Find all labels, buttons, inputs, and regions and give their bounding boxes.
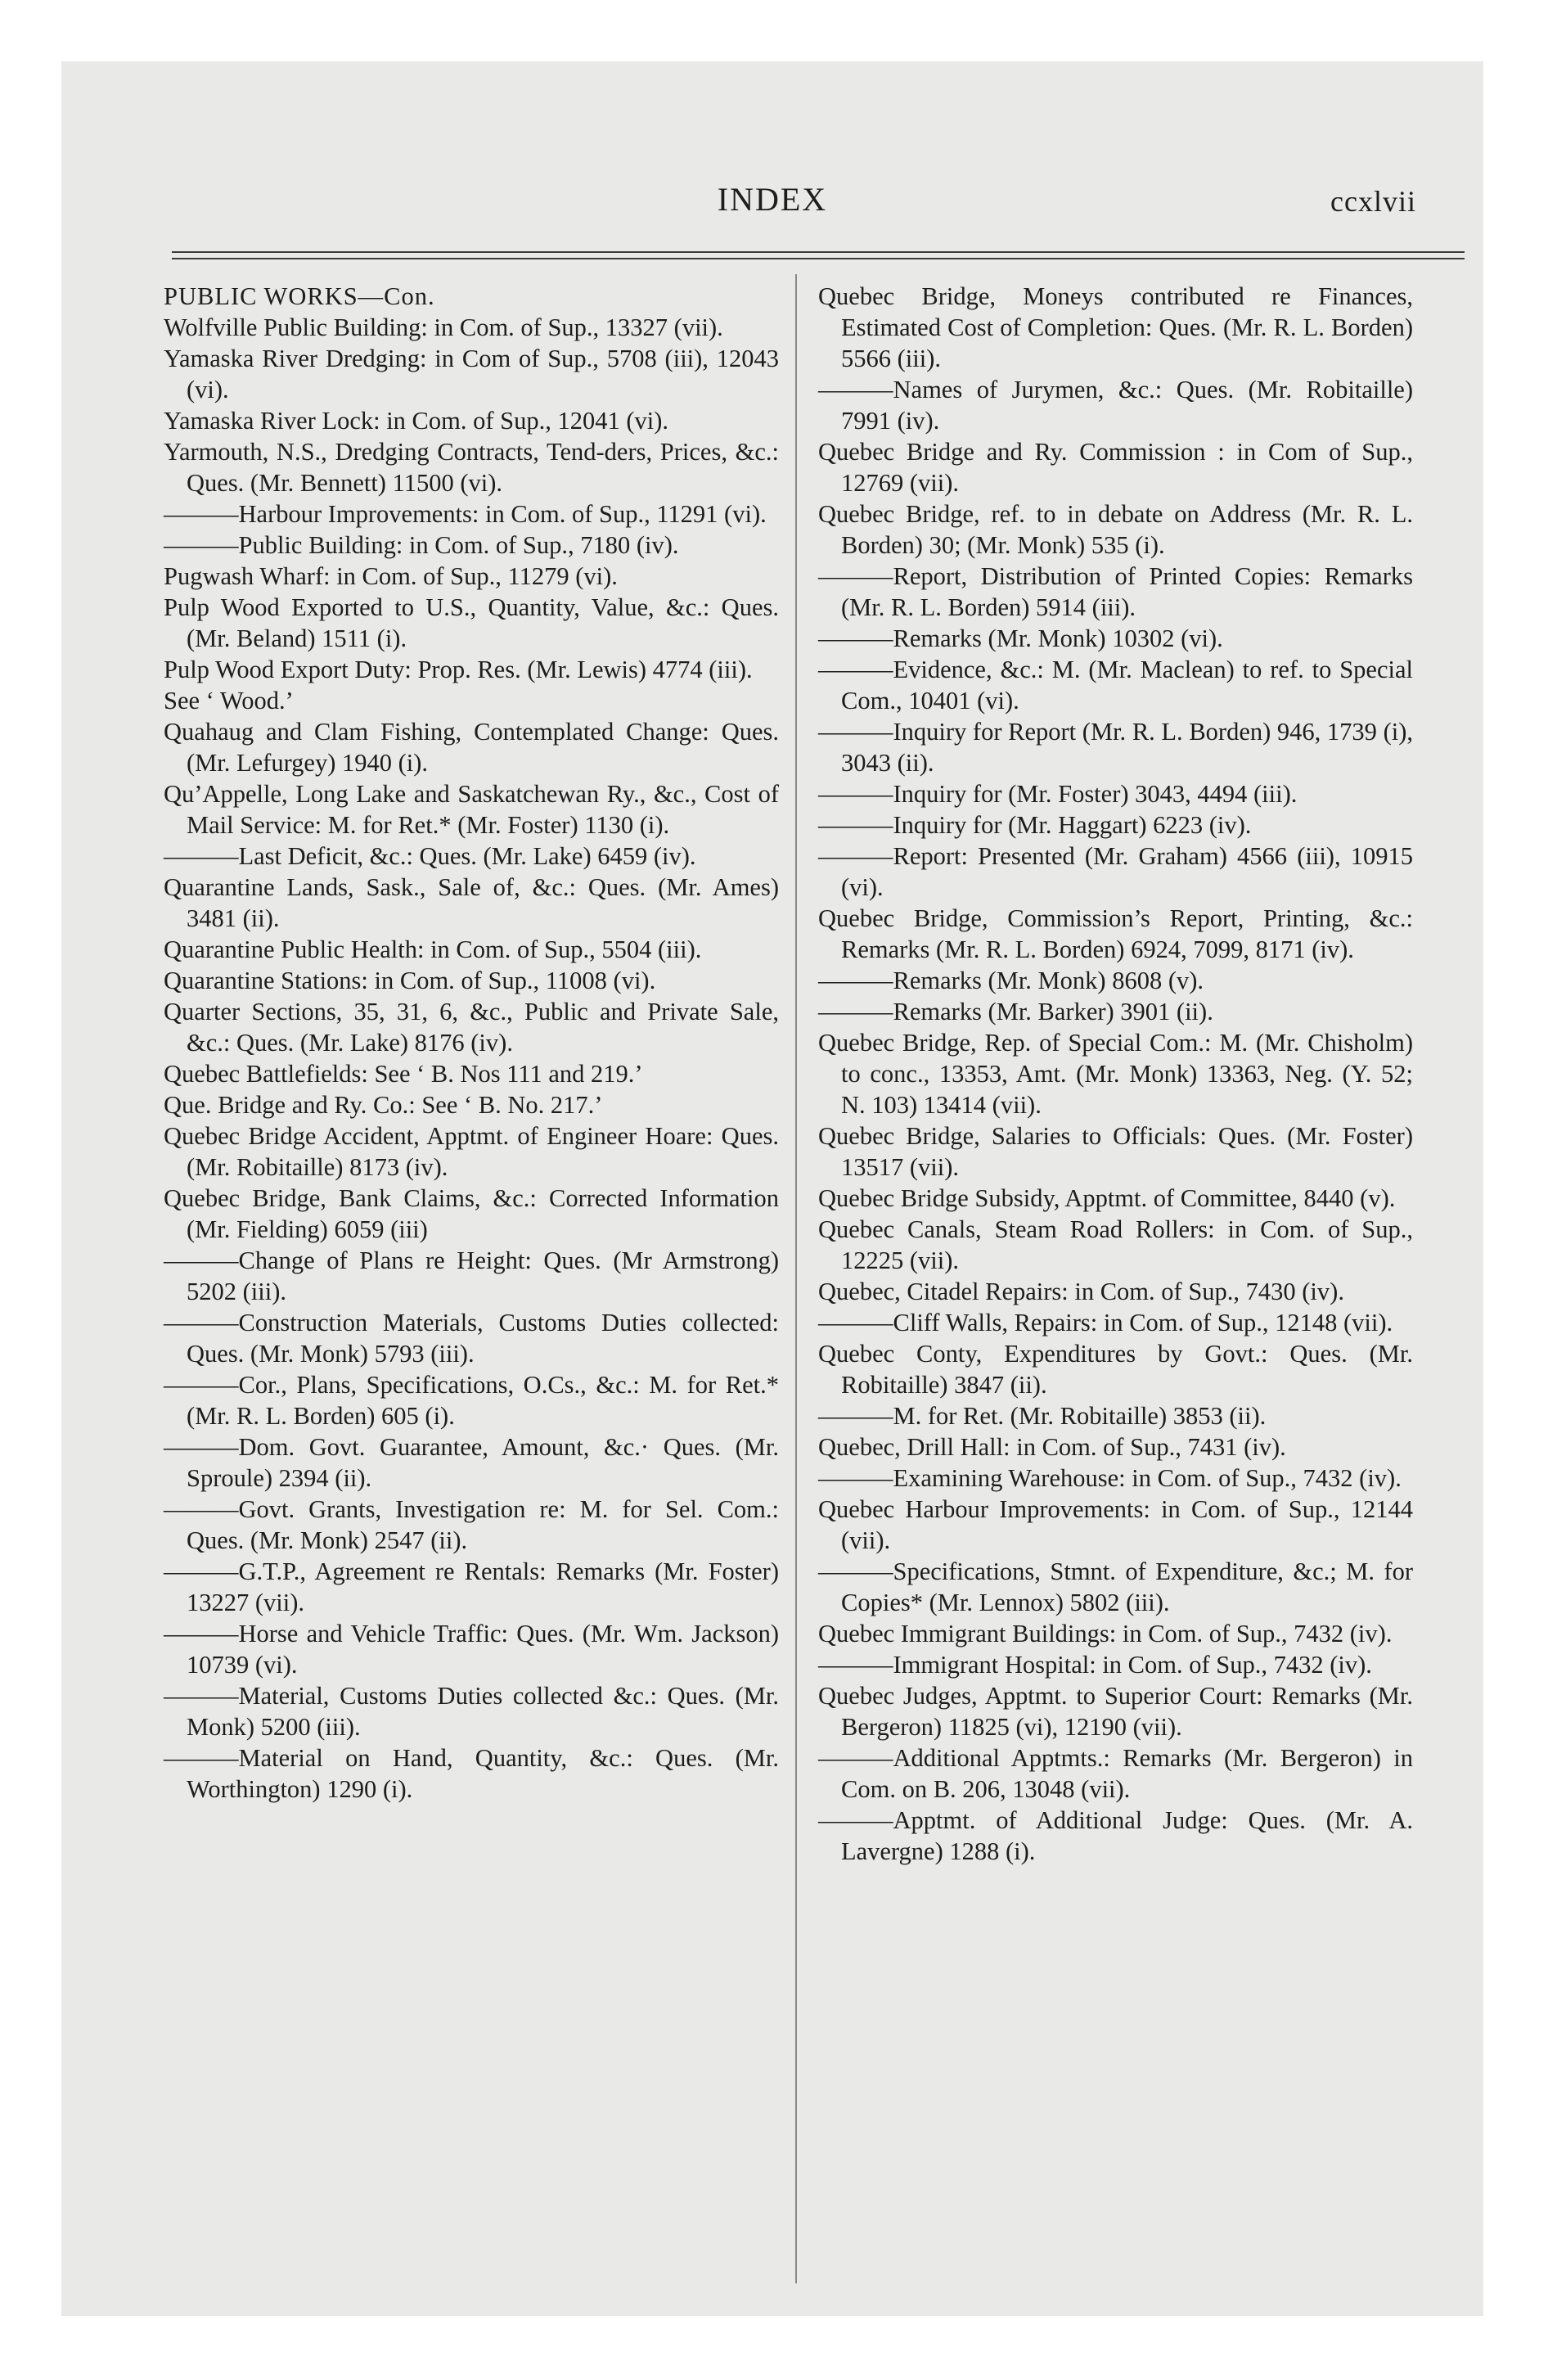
index-entry: ———Report, Distribution of Printed Copies: Remarks (Mr. R. L. Borden) 5914 (iii). [818, 562, 1413, 621]
index-entry: Yarmouth, N.S., Dredging Contracts, Tend-ders, Prices, &c.: Ques. (Mr. Bennett) 11500 (vi). [164, 438, 779, 497]
index-entry: Quebec Bridge Accident, Apptmt. of Engineer Hoare: Ques. (Mr. Robitaille) 8173 (iv). [164, 1122, 779, 1181]
index-entry: Quebec Conty, Expenditures by Govt.: Ques. (Mr. Robitaille) 3847 (ii). [818, 1340, 1413, 1399]
index-entry: Quebec Immigrant Buildings: in Com. of Sup., 7432 (iv). [818, 1620, 1393, 1648]
index-entry: Quebec, Drill Hall: in Com. of Sup., 7431 (iv). [818, 1433, 1286, 1461]
index-entry: Quebec Bridge, Commission’s Report, Printing, &c.: Remarks (Mr. R. L. Borden) 6924, 7099, 8171 (iv). [818, 904, 1413, 963]
index-entry: Quarter Sections, 35, 31, 6, &c., Public and Private Sale, &c.: Ques. (Mr. Lake) 8176 (iv). [164, 998, 779, 1057]
index-entry: ———Inquiry for (Mr. Haggart) 6223 (iv). [818, 811, 1252, 839]
index-entry: ———M. for Ret. (Mr. Robitaille) 3853 (ii). [818, 1402, 1267, 1430]
index-entry: ———Material, Customs Duties collected &c.: Ques. (Mr. Monk) 5200 (iii). [164, 1682, 779, 1741]
index-entry: Quebec Bridge, Moneys contributed re Finances, Estimated Cost of Completion: Ques. (Mr. R. L. Borden) 5566 (iii). [818, 282, 1413, 372]
index-entry: ———Examining Warehouse: in Com. of Sup., 7432 (iv). [818, 1464, 1402, 1492]
header-rule-top [172, 251, 1465, 253]
header-rule-bottom [172, 258, 1465, 259]
index-entry: ———Names of Jurymen, &c.: Ques. (Mr. Robitaille) 7991 (iv). [818, 376, 1413, 435]
index-entry: ———Cliff Walls, Repairs: in Com. of Sup., 12148 (vii). [818, 1309, 1393, 1336]
index-entry: Pulp Wood Exported to U.S., Quantity, Value, &c.: Ques. (Mr. Beland) 1511 (i). [164, 593, 779, 652]
index-entry: ———Specifications, Stmnt. of Expenditure, &c.; M. for Copies* (Mr. Lennox) 5802 (iii). [818, 1557, 1413, 1616]
index-entry: ———Apptmt. of Additional Judge: Ques. (Mr. A. Lavergne) 1288 (i). [818, 1806, 1413, 1865]
index-entry: ———Additional Apptmts.: Remarks (Mr. Bergeron) in Com. on B. 206, 13048 (vii). [818, 1744, 1413, 1803]
index-entry: ———Evidence, &c.: M. (Mr. Maclean) to ref. to Special Com., 10401 (vi). [818, 656, 1413, 714]
index-entry: ———Immigrant Hospital: in Com. of Sup., 7432 (iv). [818, 1651, 1372, 1679]
index-entry: Quebec Judges, Apptmt. to Superior Court: Remarks (Mr. Bergeron) 11825 (vi), 12190 (vii). [818, 1682, 1413, 1741]
section-heading: PUBLIC WORKS—Con. [164, 282, 435, 310]
index-entry: ———Material on Hand, Quantity, &c.: Ques. (Mr. Worthington) 1290 (i). [164, 1744, 779, 1803]
index-entry: ———Inquiry for Report (Mr. R. L. Borden) 946, 1739 (i), 3043 (ii). [818, 718, 1413, 777]
index-entry: Yamaska River Dredging: in Com of Sup., 5708 (iii), 12043 (vi). [164, 345, 779, 403]
scanned-page [61, 61, 1483, 2316]
index-entry: Quebec Bridge, Rep. of Special Com.: M. (Mr. Chisholm) to conc., 13353, Amt. (Mr. Monk) 13363, Neg. (Y. 52; N. 103) 13414 (vii). [818, 1029, 1413, 1119]
index-entry: ———Harbour Improvements: in Com. of Sup., 11291 (vi). [164, 500, 767, 528]
index-entry: ———Report: Presented (Mr. Graham) 4566 (iii), 10915 (vi). [818, 842, 1413, 901]
index-entry: ———Cor., Plans, Specifications, O.Cs., &c.: M. for Ret.* (Mr. R. L. Borden) 605 (i). [164, 1371, 779, 1430]
index-entry: Quebec Harbour Improvements: in Com. of Sup., 12144 (vii). [818, 1495, 1413, 1554]
index-entry: Que. Bridge and Ry. Co.: See ‘ B. No. 217.’ [164, 1091, 603, 1119]
index-entry: Quebec Battlefields: See ‘ B. Nos 111 and 219.’ [164, 1060, 643, 1088]
index-entry: Quebec Canals, Steam Road Rollers: in Com. of Sup., 12225 (vii). [818, 1215, 1413, 1274]
index-entry: ———Remarks (Mr. Monk) 10302 (vi). [818, 624, 1223, 652]
index-column-right [818, 281, 1413, 1867]
index-entry: ———Horse and Vehicle Traffic: Ques. (Mr. Wm. Jackson) 10739 (vi). [164, 1620, 779, 1679]
index-entry: Pugwash Wharf: in Com. of Sup., 11279 (vi). [164, 562, 618, 590]
index-entry: ———Inquiry for (Mr. Foster) 3043, 4494 (iii). [818, 780, 1298, 808]
index-entry: Quebec Bridge and Ry. Commission : in Com of Sup., 12769 (vii). [818, 438, 1413, 497]
index-entry: Qu’Appelle, Long Lake and Saskatchewan Ry., &c., Cost of Mail Service: M. for Ret.* (Mr. Foster) 1130 (i). [164, 780, 779, 839]
index-entry: Wolfville Public Building: in Com. of Sup., 13327 (vii). [164, 313, 723, 341]
index-entry: ———Dom. Govt. Guarantee, Amount, &c.· Ques. (Mr. Sproule) 2394 (ii). [164, 1433, 779, 1492]
index-entry: Yamaska River Lock: in Com. of Sup., 12041 (vi). [164, 407, 669, 435]
index-entry: Quebec, Citadel Repairs: in Com. of Sup., 7430 (iv). [818, 1278, 1344, 1305]
column-divider [795, 274, 797, 2283]
index-entry: See ‘ Wood.’ [164, 687, 294, 714]
index-entry: Quarantine Stations: in Com. of Sup., 11008 (vi). [164, 967, 656, 994]
index-column-left [164, 281, 779, 1805]
page-number: ccxlvii [1330, 185, 1416, 218]
index-entry: Quarantine Public Health: in Com. of Sup., 5504 (iii). [164, 935, 702, 963]
index-entry: Quahaug and Clam Fishing, Contemplated Change: Ques. (Mr. Lefurgey) 1940 (i). [164, 718, 779, 777]
index-entry: Pulp Wood Export Duty: Prop. Res. (Mr. Lewis) 4774 (iii). [164, 656, 753, 683]
index-entry: Quebec Bridge, Bank Claims, &c.: Corrected Information (Mr. Fielding) 6059 (iii) [164, 1184, 779, 1243]
index-entry: Quebec Bridge Subsidy, Apptmt. of Committee, 8440 (v). [818, 1184, 1396, 1212]
index-entry: ———G.T.P., Agreement re Rentals: Remarks (Mr. Foster) 13227 (vii). [164, 1557, 779, 1616]
index-entry: ———Last Deficit, &c.: Ques. (Mr. Lake) 6459 (iv). [164, 842, 696, 870]
index-entry: ———Remarks (Mr. Monk) 8608 (v). [818, 967, 1204, 994]
index-entry: ———Govt. Grants, Investigation re: M. for Sel. Com.: Ques. (Mr. Monk) 2547 (ii). [164, 1495, 779, 1554]
index-entry: ———Public Building: in Com. of Sup., 7180 (iv). [164, 531, 679, 559]
index-entry: Quarantine Lands, Sask., Sale of, &c.: Ques. (Mr. Ames) 3481 (ii). [164, 873, 779, 932]
index-entry: Quebec Bridge, Salaries to Officials: Ques. (Mr. Foster) 13517 (vii). [818, 1122, 1413, 1181]
index-entry: ———Construction Materials, Customs Duties collected: Ques. (Mr. Monk) 5793 (iii). [164, 1309, 779, 1368]
page-title: INDEX [717, 181, 828, 218]
index-entry: ———Change of Plans re Height: Ques. (Mr Armstrong) 5202 (iii). [164, 1246, 779, 1305]
index-entry: Quebec Bridge, ref. to in debate on Address (Mr. R. L. Borden) 30; (Mr. Monk) 535 (i). [818, 500, 1413, 559]
index-entry: ———Remarks (Mr. Barker) 3901 (ii). [818, 998, 1213, 1025]
